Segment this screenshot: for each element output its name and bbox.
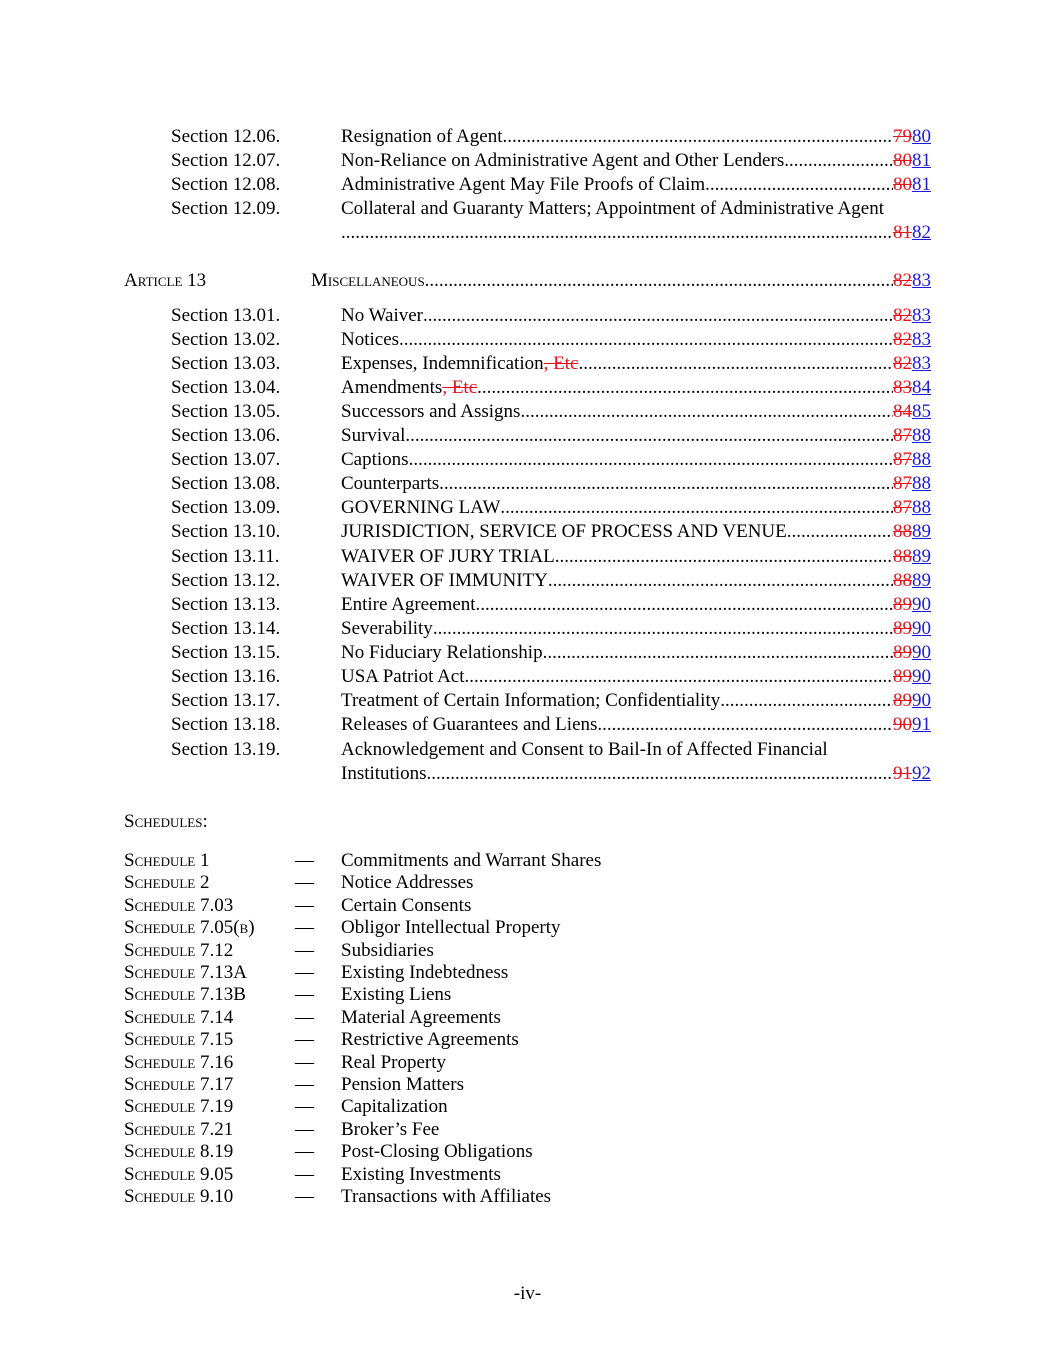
dot-leader [427, 762, 893, 786]
section-title: WAIVER OF JURY TRIAL [341, 546, 555, 567]
section-title: Acknowledgement and Consent to Bail-In of Affected Financial [341, 739, 828, 760]
section-number: Section 13.07. [171, 449, 281, 470]
deleted-page-number: 87 [893, 473, 912, 494]
section-title: Collateral and Guaranty Matters; Appointment of Administrative Agent [341, 198, 884, 219]
section-number: Section 13.03. [171, 353, 281, 374]
section-title: GOVERNING LAW [341, 497, 501, 518]
schedule-description: Pension Matters [341, 1074, 464, 1095]
dot-leader [555, 545, 893, 569]
section-title: Treatment of Certain Information; Confidentiality [341, 690, 721, 711]
dot-leader [784, 149, 893, 173]
deleted-page-number: 82 [893, 329, 912, 350]
section-title: Notices [341, 329, 400, 350]
schedule-description: Notice Addresses [341, 872, 474, 894]
section-title: Counterparts [341, 473, 440, 494]
dot-leader [476, 593, 893, 617]
section-title: No Fiduciary Relationship [341, 642, 543, 663]
inserted-page-link[interactable]: 81 [912, 174, 931, 195]
page-reference [893, 376, 931, 400]
section-number: Section 13.09. [171, 497, 281, 518]
page-reference [893, 641, 931, 665]
em-dash: — [295, 850, 314, 871]
em-dash: — [295, 939, 314, 961]
section-title: Non-Reliance on Administrative Agent and Other Lenders [341, 150, 785, 171]
schedule-label: Schedule 7.21 [124, 1118, 234, 1140]
page-reference [893, 520, 931, 544]
section-number: Section 13.14. [171, 618, 281, 639]
schedule-label: Schedule 7.14 [124, 1006, 234, 1028]
schedule-description: Subsidiaries [341, 939, 434, 961]
section-title: Successors and Assigns [341, 401, 521, 422]
section-title: WAIVER OF IMMUNITY [341, 570, 548, 591]
deleted-page-number: 81 [893, 222, 912, 243]
dot-leader [787, 520, 893, 544]
section-number: Section 13.06. [171, 425, 281, 446]
deleted-text: , Etc [543, 353, 579, 374]
section-number: Section 12.08. [171, 174, 281, 195]
section-number: Section 12.07. [171, 150, 281, 171]
deleted-page-number: 87 [893, 497, 912, 518]
em-dash: — [295, 1186, 314, 1207]
section-number: Section 13.05. [171, 401, 281, 422]
section-number: Section 13.12. [171, 570, 281, 591]
deleted-page-number: 89 [893, 594, 912, 615]
deleted-page-number: 82 [893, 353, 912, 374]
inserted-page-link[interactable]: 90 [912, 642, 931, 663]
page-number: -iv- [513, 1283, 542, 1304]
schedule-description: Existing Investments [341, 1163, 501, 1185]
section-number: Section 13.16. [171, 666, 281, 687]
page-reference [893, 545, 931, 569]
section-number: Section 13.19. [171, 739, 281, 760]
section-title: Expenses, Indemnification, Etc [341, 353, 579, 374]
schedule-label: Schedule 7.15 [124, 1029, 234, 1051]
page-reference [893, 269, 931, 293]
page-reference [893, 713, 931, 737]
dot-leader [465, 665, 893, 689]
inserted-page-link[interactable]: 83 [912, 353, 931, 374]
page-reference [893, 569, 931, 593]
page-reference [893, 221, 931, 245]
inserted-page-link[interactable]: 91 [912, 714, 931, 735]
inserted-page-link[interactable]: 84 [912, 377, 931, 398]
schedule-label: Schedule 7.13B [124, 984, 246, 1006]
deleted-page-number: 89 [893, 618, 912, 639]
page-reference [893, 496, 931, 520]
schedule-description: Material Agreements [341, 1006, 501, 1028]
schedule-description: Real Property [341, 1051, 447, 1073]
section-title: Amendments, Etc [341, 377, 478, 398]
section-title: Releases of Guarantees and Liens [341, 714, 598, 735]
dot-leader [433, 617, 893, 641]
inserted-page-link[interactable]: 90 [912, 618, 931, 639]
schedule-label: Schedule 9.10 [124, 1186, 234, 1207]
section-number: Section 13.15. [171, 642, 281, 663]
page-reference [893, 665, 931, 689]
inserted-page-link[interactable]: 82 [912, 222, 931, 243]
dot-leader [500, 496, 893, 520]
em-dash: — [295, 917, 314, 939]
inserted-page-link[interactable]: 88 [912, 425, 931, 446]
section-number: Section 13.01. [171, 305, 281, 326]
dot-leader [705, 173, 893, 197]
schedule-description: Existing Indebtedness [341, 962, 509, 983]
page-reference [893, 448, 931, 472]
section-number: Section 13.04. [171, 377, 281, 398]
dot-leader [439, 472, 893, 496]
dot-leader [399, 328, 893, 352]
section-number: Section 13.08. [171, 473, 281, 494]
page-reference [893, 400, 931, 424]
deleted-page-number: 87 [893, 449, 912, 470]
dot-leader [720, 689, 893, 713]
inserted-page-link[interactable]: 90 [912, 594, 931, 615]
page-reference [893, 424, 931, 448]
schedule-label: Schedule 7.03 [124, 894, 234, 916]
inserted-page-link[interactable]: 89 [912, 546, 931, 567]
schedule-label: Schedule 9.05 [124, 1163, 234, 1185]
section-title: Survival [341, 425, 406, 446]
article-title: Miscellaneous [311, 270, 425, 291]
deleted-page-number: 82 [893, 270, 912, 291]
inserted-page-link[interactable]: 90 [912, 690, 931, 711]
em-dash: — [295, 1118, 314, 1140]
inserted-page-link[interactable]: 88 [912, 497, 931, 518]
section-title: Captions [341, 449, 409, 470]
inserted-page-link[interactable]: 81 [912, 150, 931, 171]
deleted-page-number: 80 [893, 150, 912, 171]
schedule-label: Schedule 8.19 [124, 1141, 234, 1163]
deleted-page-number: 89 [893, 642, 912, 663]
schedule-description: Commitments and Warrant Shares [341, 850, 602, 871]
section-number: Section 13.17. [171, 690, 281, 711]
page-reference [893, 173, 931, 197]
section-title-continuation: Institutions [341, 763, 427, 784]
inserted-page-link[interactable]: 89 [912, 570, 931, 591]
inserted-page-link[interactable]: 89 [912, 521, 931, 542]
section-number: Section 13.10. [171, 521, 281, 542]
em-dash: — [295, 1029, 314, 1051]
deleted-page-number: 84 [893, 401, 912, 422]
page-reference [893, 593, 931, 617]
inserted-page-link[interactable]: 88 [912, 473, 931, 494]
section-title: Severability [341, 618, 433, 639]
schedule-label: Schedule 7.13A [124, 962, 247, 983]
page-reference [893, 689, 931, 713]
section-number: Section 12.06. [171, 126, 281, 147]
section-title: No Waiver [341, 305, 424, 326]
schedules-heading: Schedules: [124, 811, 208, 832]
inserted-page-link[interactable]: 83 [912, 329, 931, 350]
deleted-text: , Etc [442, 377, 478, 398]
inserted-page-link[interactable]: 83 [912, 270, 931, 291]
section-title: USA Patriot Act [341, 666, 465, 687]
schedule-label: Schedule 1 [124, 850, 210, 871]
page-reference [893, 304, 931, 328]
section-title: Administrative Agent May File Proofs of Claim [341, 174, 706, 195]
deleted-page-number: 88 [893, 546, 912, 567]
page-reference [893, 352, 931, 376]
schedule-description: Broker’s Fee [341, 1118, 440, 1140]
schedule-label: Schedule 7.19 [124, 1096, 234, 1118]
page-reference [893, 328, 931, 352]
dot-leader [477, 376, 893, 400]
em-dash: — [295, 894, 314, 916]
em-dash: — [295, 962, 314, 983]
deleted-page-number: 80 [893, 174, 912, 195]
deleted-page-number: 82 [893, 305, 912, 326]
schedule-description: Capitalization [341, 1096, 448, 1118]
schedule-label: Schedule 7.16 [124, 1051, 234, 1073]
schedule-label: Schedule 7.17 [124, 1074, 234, 1095]
inserted-page-link[interactable]: 83 [912, 305, 931, 326]
schedule-description: Post-Closing Obligations [341, 1141, 533, 1163]
dot-leader [341, 221, 893, 245]
deleted-page-number: 89 [893, 690, 912, 711]
section-number: Section 12.09. [171, 198, 281, 219]
dot-leader [423, 304, 893, 328]
page-reference [893, 149, 931, 173]
inserted-page-link[interactable]: 90 [912, 666, 931, 687]
schedule-description: Obligor Intellectual Property [341, 917, 561, 939]
dot-leader [548, 569, 893, 593]
page-reference [893, 762, 931, 786]
dot-leader [520, 400, 893, 424]
page-reference [893, 472, 931, 496]
em-dash: — [295, 1096, 314, 1118]
deleted-page-number: 87 [893, 425, 912, 446]
schedule-label: Schedule 7.05(b) [124, 917, 255, 939]
dot-leader [409, 448, 893, 472]
article-number: Article 13 [124, 270, 207, 291]
section-number: Section 13.11. [171, 546, 280, 567]
deleted-page-number: 91 [893, 763, 912, 784]
deleted-page-number: 88 [893, 570, 912, 591]
em-dash: — [295, 1141, 314, 1163]
schedule-description: Transactions with Affiliates [341, 1186, 552, 1207]
schedule-label: Schedule 2 [124, 872, 210, 894]
section-title: JURISDICTION, SERVICE OF PROCESS AND VENUE [341, 521, 787, 542]
em-dash: — [295, 1163, 314, 1185]
deleted-page-number: 88 [893, 521, 912, 542]
em-dash: — [295, 1006, 314, 1028]
section-number: Section 13.13. [171, 594, 281, 615]
em-dash: — [295, 1074, 314, 1095]
schedule-description: Existing Liens [341, 984, 452, 1006]
inserted-page-link[interactable]: 92 [912, 763, 931, 784]
inserted-page-link[interactable]: 85 [912, 401, 931, 422]
page-reference [893, 617, 931, 641]
dot-leader [405, 424, 893, 448]
em-dash: — [295, 872, 314, 894]
deleted-page-number: 79 [893, 126, 912, 147]
dot-leader [597, 713, 893, 737]
section-number: Section 13.02. [171, 329, 281, 350]
schedule-description: Certain Consents [341, 894, 472, 916]
em-dash: — [295, 1051, 314, 1073]
deleted-page-number: 83 [893, 377, 912, 398]
section-number: Section 13.18. [171, 714, 281, 735]
dot-leader [543, 641, 893, 665]
dot-leader [425, 269, 893, 293]
page-reference [893, 125, 931, 149]
dot-leader [578, 352, 893, 376]
section-title: Resignation of Agent [341, 126, 503, 147]
section-title: Entire Agreement [341, 594, 476, 615]
deleted-page-number: 89 [893, 666, 912, 687]
schedule-label: Schedule 7.12 [124, 939, 234, 961]
deleted-page-number: 90 [893, 714, 912, 735]
schedule-description: Restrictive Agreements [341, 1029, 519, 1051]
inserted-page-link[interactable]: 80 [912, 126, 931, 147]
em-dash: — [295, 984, 314, 1006]
dot-leader [502, 125, 893, 149]
inserted-page-link[interactable]: 88 [912, 449, 931, 470]
